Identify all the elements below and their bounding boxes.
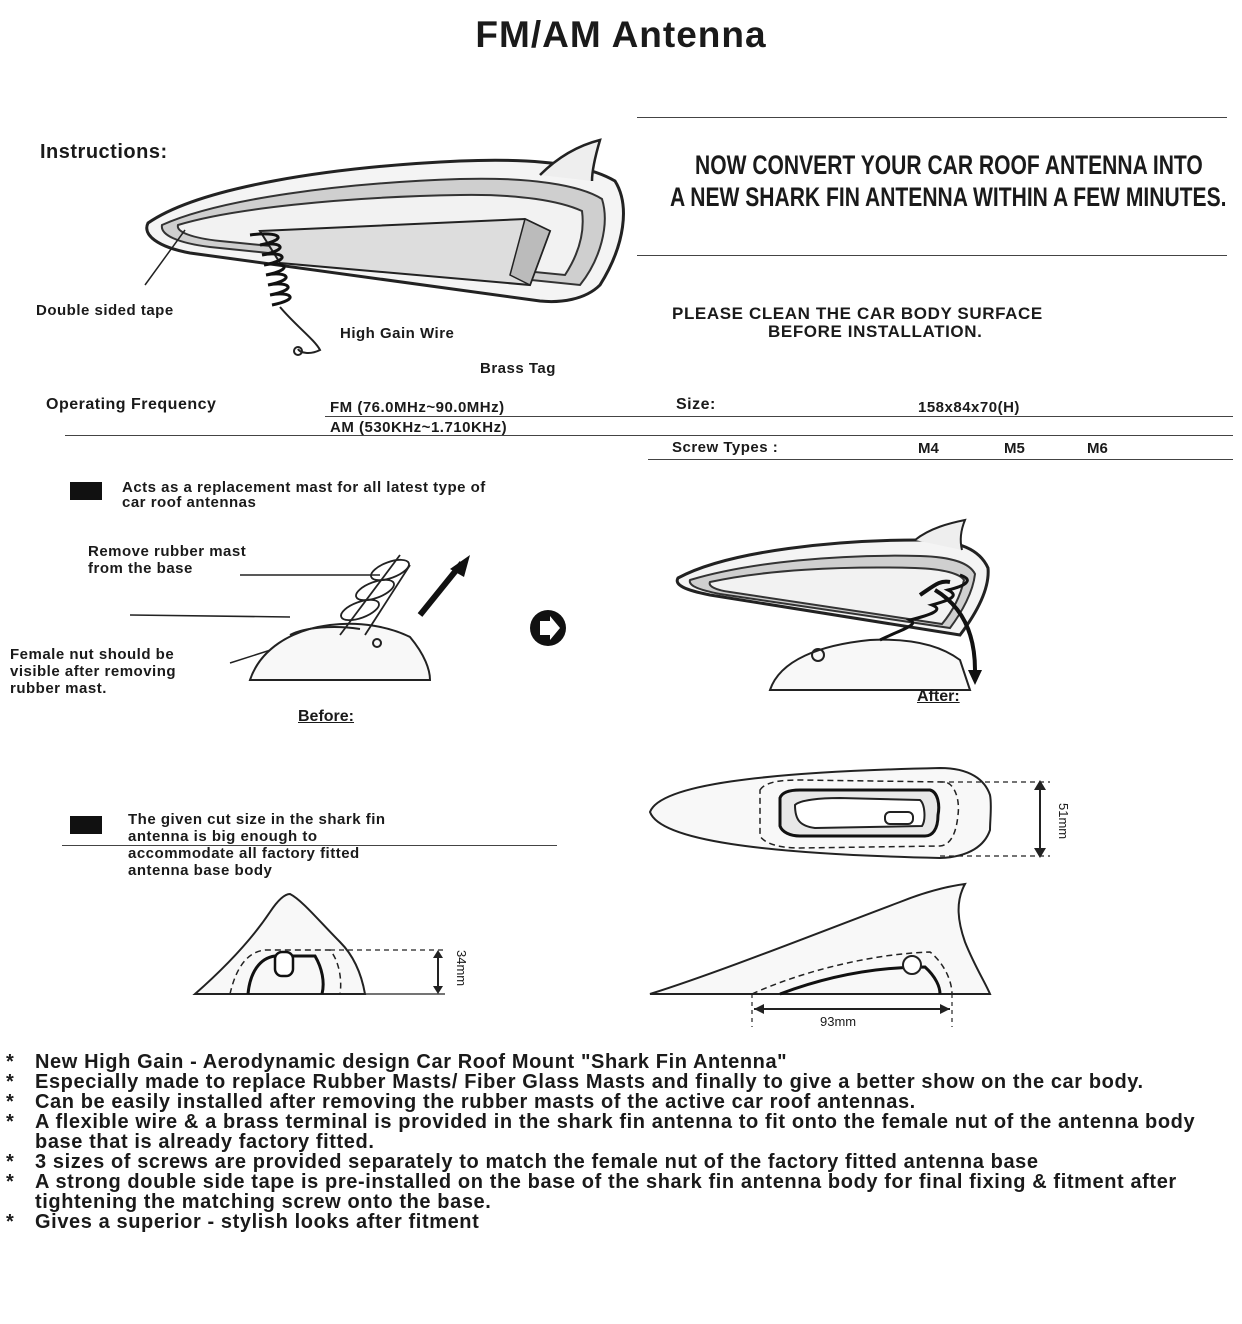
dim-width-label: 51mm bbox=[1056, 803, 1071, 840]
feature-text: A strong double side tape is pre-installed on the base of the shark fin antenna body for final fixing & fitment after tightening the matching screw onto the base. bbox=[35, 1171, 1177, 1213]
bullet-marker: * bbox=[6, 1151, 15, 1173]
section2-line2: antenna is big enough to bbox=[128, 828, 318, 845]
label-double-sided-tape: Double sided tape bbox=[36, 302, 174, 319]
headline-line1: NOW CONVERT YOUR CAR ROOF ANTENNA INTO bbox=[695, 150, 1203, 180]
dim-height-label: 34mm bbox=[454, 950, 469, 987]
freq-label: Operating Frequency bbox=[46, 396, 217, 413]
am-range: AM (530KHz~1.710KHz) bbox=[330, 419, 508, 436]
bullet-marker: * bbox=[6, 1171, 15, 1193]
size-label: Size: bbox=[676, 396, 716, 413]
dim-width-wrapper bbox=[1051, 795, 1075, 855]
side-view-diagram bbox=[640, 882, 1000, 1032]
screw-m6: M6 bbox=[1087, 440, 1108, 457]
remove-mast-line1: Remove rubber mast bbox=[88, 543, 247, 560]
size-value: 158x84x70(H) bbox=[918, 399, 1020, 416]
feature-item bbox=[6, 1152, 1231, 1172]
front-view-diagram bbox=[190, 892, 480, 1002]
headline-bottom-rule bbox=[637, 255, 1227, 256]
feature-item bbox=[6, 1112, 1231, 1152]
spec-rule-1 bbox=[325, 416, 1233, 417]
feature-text: New High Gain - Aerodynamic design Car Roof Mount "Shark Fin Antenna" bbox=[35, 1051, 788, 1073]
clean-notice-line2: BEFORE INSTALLATION. bbox=[768, 322, 983, 341]
female-nut-line1: Female nut should be bbox=[10, 646, 175, 663]
label-brass-tag: Brass Tag bbox=[480, 360, 556, 377]
screw-label: Screw Types : bbox=[672, 439, 779, 456]
feature-text: Can be easily installed after removing the rubber masts of the active car roof antennas. bbox=[35, 1091, 916, 1113]
feature-text: Especially made to replace Rubber Masts/ Fiber Glass Masts and finally to give a better show on the car body. bbox=[35, 1071, 1144, 1093]
section1-line2: car roof antennas bbox=[122, 494, 257, 511]
headline-line2: A NEW SHARK FIN ANTENNA WITHIN A FEW MINUTES. bbox=[670, 182, 1227, 212]
before-caption: Before: bbox=[298, 708, 355, 725]
bullet-marker: * bbox=[6, 1111, 15, 1133]
feature-text: 3 sizes of screws are provided separately to match the female nut of the factory fitted antenna base bbox=[35, 1151, 1039, 1173]
feature-item bbox=[6, 1052, 1231, 1072]
dim-height-wrapper bbox=[449, 948, 471, 998]
feature-item bbox=[6, 1072, 1231, 1092]
section1-line1: Acts as a replacement mast for all latest type of bbox=[122, 479, 486, 496]
arrow-circle-icon bbox=[528, 608, 568, 648]
section2-line1: The given cut size in the shark fin bbox=[128, 811, 386, 828]
section2-line3: accommodate all factory fitted bbox=[128, 845, 360, 862]
after-illustration bbox=[670, 520, 1000, 700]
instructions-heading: Instructions: bbox=[40, 141, 168, 163]
fm-range: FM (76.0MHz~90.0MHz) bbox=[330, 399, 505, 416]
bullet-marker: * bbox=[6, 1091, 15, 1113]
clean-notice-line1: PLEASE CLEAN THE CAR BODY SURFACE bbox=[672, 304, 1043, 323]
feature-item bbox=[6, 1092, 1231, 1112]
headline-top-rule bbox=[637, 117, 1227, 118]
dim-length-label: 93mm bbox=[820, 1014, 857, 1029]
page-title: FM/AM Antenna bbox=[475, 14, 767, 55]
before-illustration bbox=[90, 555, 480, 695]
female-nut-line2: visible after removing bbox=[10, 663, 177, 680]
section2-line4: antenna base body bbox=[128, 862, 273, 879]
remove-mast-line2: from the base bbox=[88, 560, 193, 577]
female-nut-line3: rubber mast. bbox=[10, 680, 107, 697]
after-caption: After: bbox=[917, 688, 960, 705]
section-marker-1 bbox=[70, 482, 102, 500]
feature-item bbox=[6, 1212, 1231, 1232]
bullet-marker: * bbox=[6, 1051, 15, 1073]
section-marker-2 bbox=[70, 816, 102, 834]
feature-item bbox=[6, 1172, 1231, 1212]
screw-m4: M4 bbox=[918, 440, 939, 457]
feature-text: A flexible wire & a brass terminal is provided in the shark fin antenna to fit onto the female nut of the antenna body base that is already factory fitted. bbox=[35, 1111, 1196, 1153]
spec-rule-3 bbox=[648, 459, 1233, 460]
bullet-marker: * bbox=[6, 1071, 15, 1093]
bullet-marker: * bbox=[6, 1211, 15, 1233]
spec-rule-2 bbox=[65, 435, 1233, 436]
section2-rule bbox=[62, 845, 557, 846]
feature-text: Gives a superior - stylish looks after fitment bbox=[35, 1211, 480, 1233]
top-view-diagram bbox=[640, 760, 1080, 870]
screw-m5: M5 bbox=[1004, 440, 1025, 457]
label-high-gain-wire: High Gain Wire bbox=[340, 325, 455, 342]
feature-list bbox=[6, 1052, 1231, 1232]
